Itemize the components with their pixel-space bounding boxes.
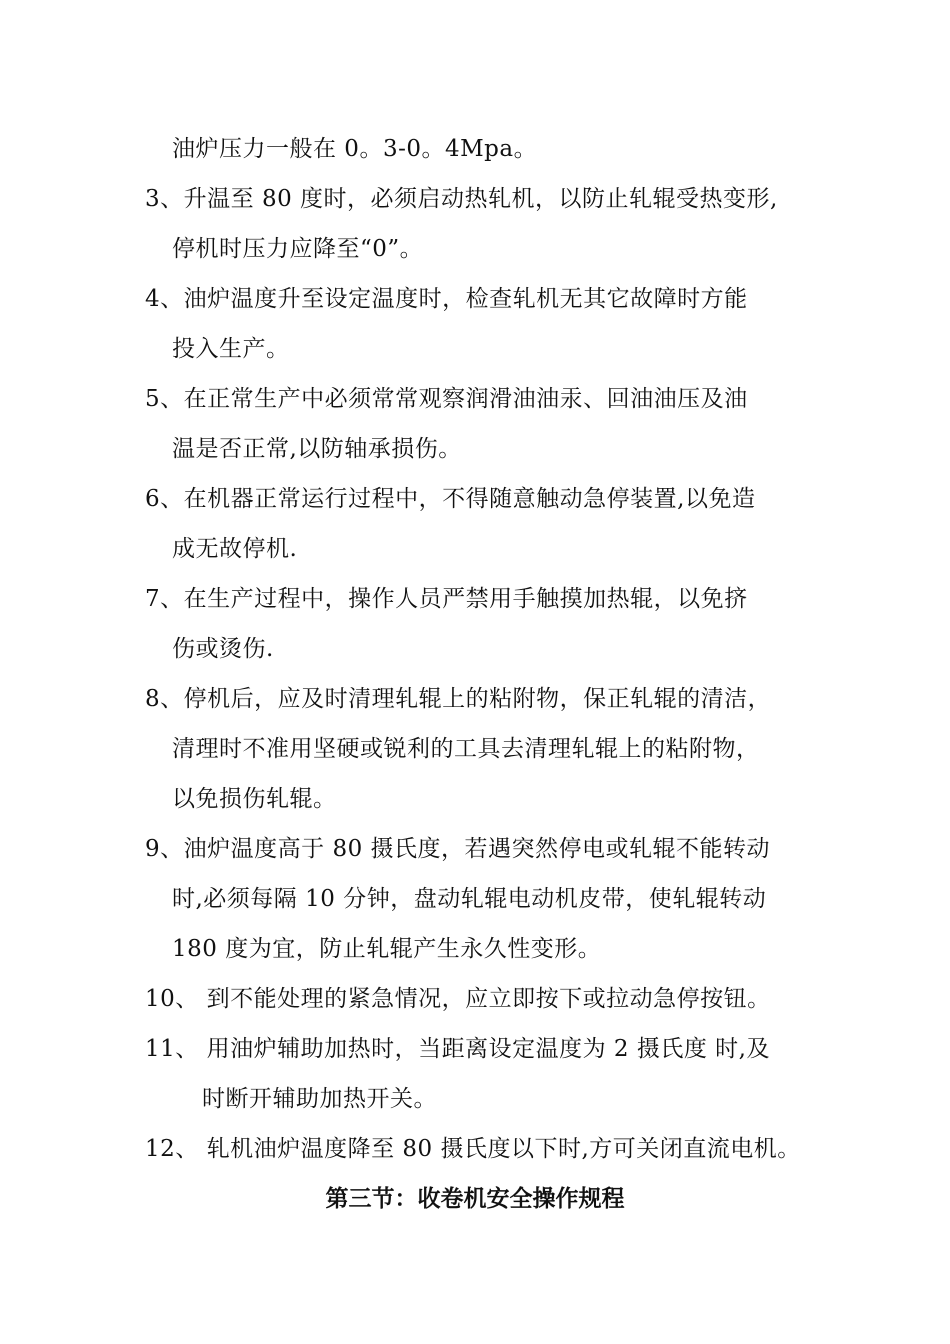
- list-item-8-continuation: 清理时不准用坚硬或锐利的工具去清理轧辊上的粘附物，: [172, 736, 760, 762]
- list-item-9: 9、油炉温度高于 80 摄氏度，若遇突然停电或轧辊不能转动: [145, 836, 771, 862]
- text-line: 油炉压力一般在 0。3-0。4Mpa。: [172, 136, 538, 162]
- list-item-7: 7、在生产过程中，操作人员严禁用手触摸加热辊，以免挤: [145, 586, 748, 612]
- list-item-4-continuation: 投入生产。: [172, 336, 290, 362]
- list-item-8-continuation: 以免损伤轧辊。: [172, 786, 337, 812]
- list-item-5: 5、在正常生产中必须常常观察润滑油油汞、回油油压及油: [145, 386, 748, 412]
- list-item-12: 12、 轧机油炉温度降至 80 摄氏度以下时,方可关闭直流电机。: [145, 1136, 801, 1162]
- list-item-9-continuation: 时,必须每隔 10 分钟，盘动轧辊电动机皮带，使轧辊转动: [172, 886, 767, 912]
- list-item-11: 11、 用油炉辅助加热时，当距离设定温度为 2 摄氏度 时,及: [145, 1036, 770, 1062]
- list-item-3-continuation: 停机时压力应降至“0”。: [172, 236, 424, 262]
- list-item-8: 8、停机后，应及时清理轧辊上的粘附物，保正轧辊的清洁，: [145, 686, 772, 712]
- list-item-4: 4、油炉温度升至设定温度时，检查轧机无其它故障时方能: [145, 286, 748, 312]
- list-item-5-continuation: 温是否正常,以防轴承损伤。: [172, 436, 462, 462]
- list-item-9-continuation: 180 度为宜，防止轧辊产生永久性变形。: [172, 936, 602, 962]
- list-item-3: 3、升温至 80 度时，必须启动热轧机，以防止轧辊受热变形,: [145, 186, 778, 212]
- section-heading: 第三节：收卷机安全操作规程: [325, 1185, 625, 1212]
- list-item-10: 10、 到不能处理的紧急情况，应立即按下或拉动急停按钮。: [145, 986, 771, 1012]
- list-item-6: 6、在机器正常运行过程中，不得随意触动急停装置,以免造: [145, 486, 756, 512]
- list-item-7-continuation: 伤或烫伤.: [172, 636, 274, 662]
- list-item-11-continuation: 时断开辅助加热开关。: [202, 1086, 437, 1112]
- list-item-6-continuation: 成无故停机.: [172, 536, 298, 562]
